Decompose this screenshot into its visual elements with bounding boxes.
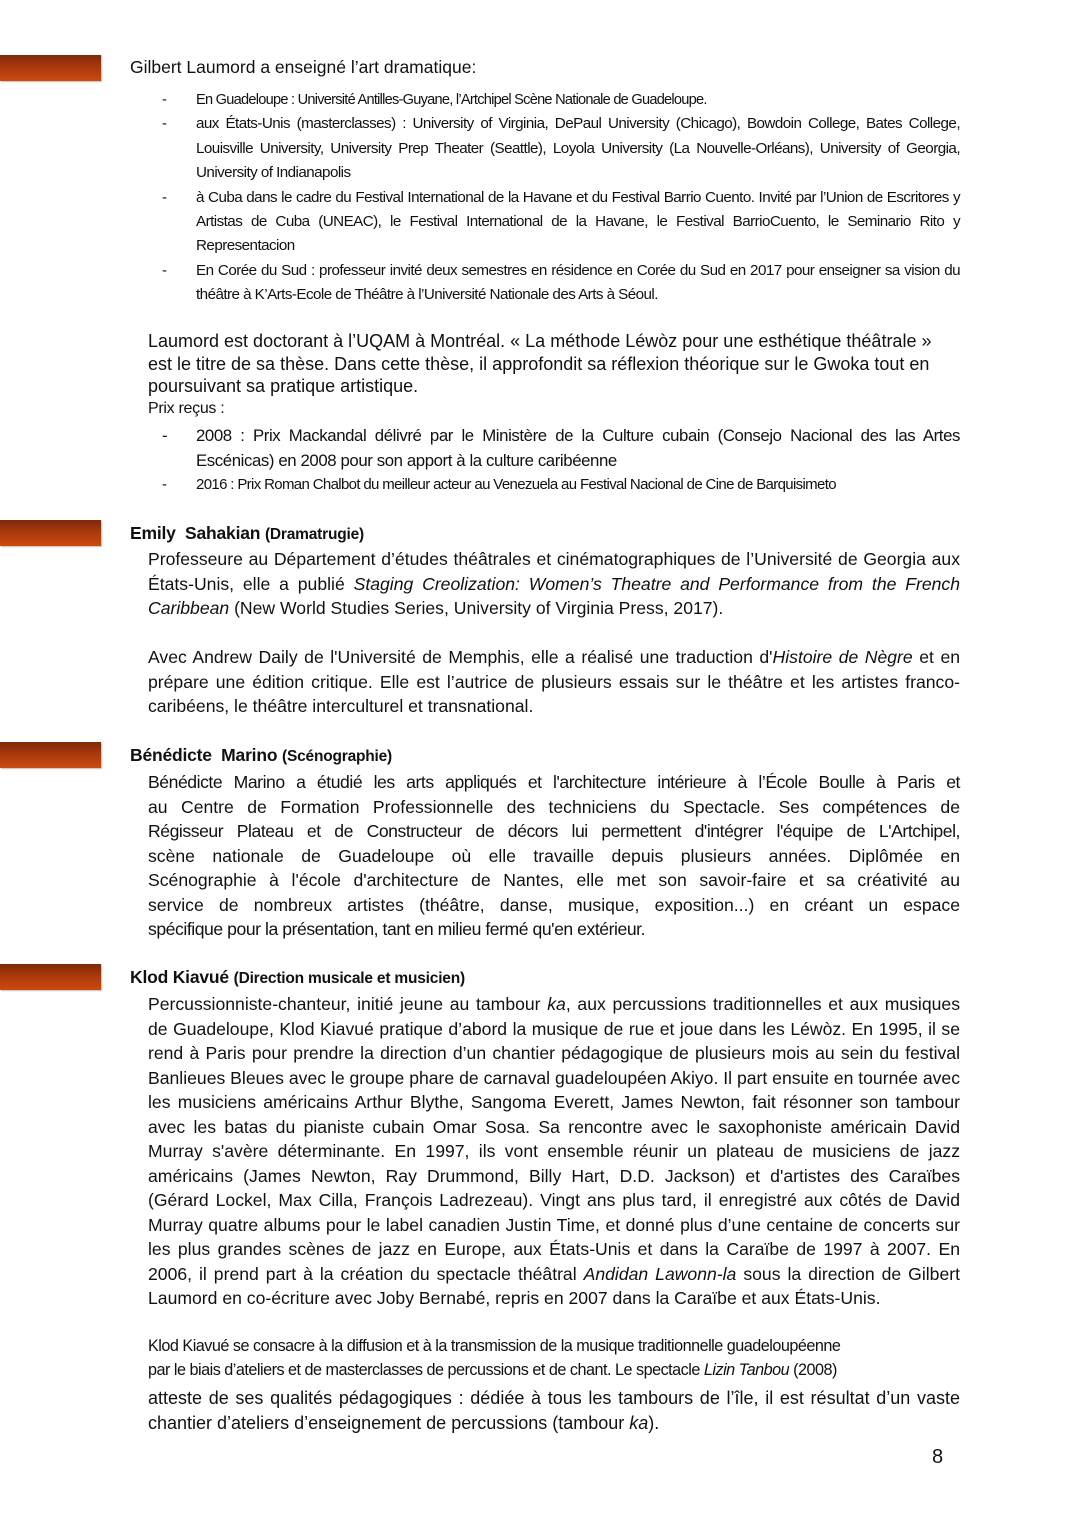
text: sous la direction de Gilbert Laumord en co-écriture avec Joby Bernabé, repris en 2007 dans la Caraïbe et aux États-Unis.	[148, 1263, 960, 1308]
section-marker-bar	[0, 964, 101, 990]
text-line: service de nombreux artistes (théâtre, danse, musique, exposition...) en créant un espace	[148, 894, 960, 915]
text: atteste de ses qualités pédagogiques : dédiée à tous les tambours de l’île, il est résultat d’un vaste chantier d’ateliers d’enseignement de percussions (tambour	[148, 1388, 960, 1433]
teaching-item: - En Corée du Sud : professeur invité deux semestres en résidence en Corée du Sud en 2017 pour enseigner sa vision du théâtre à K’Arts-Ecole de Théâtre à l’Université Nationale des Arts à Séoul.	[160, 259, 960, 308]
person-name: Bénédicte Marino	[130, 745, 278, 765]
term: ka	[629, 1412, 649, 1433]
text: (2008)	[789, 1361, 837, 1379]
text-line: Klod Kiavué se consacre à la diffusion et à la transmission de la musique traditionnelle guadeloupéenne	[148, 1337, 841, 1355]
section-heading-klod	[130, 967, 465, 988]
emily-paragraph-2	[148, 645, 960, 719]
awards-list	[160, 424, 960, 498]
person-role: (Dramatrugie)	[264, 526, 364, 543]
section-heading-emily	[130, 523, 364, 544]
text: (New World Studies Series, University of Virginia Press, 2017).	[229, 598, 724, 619]
teaching-item: - aux États-Unis (masterclasses) : University of Virginia, DePaul University (Chicago), Bowdoin College, Bates College, Louisville University, University Prep Theater (Seattle), Loyola University (La Nouvelle-Orléans), University of Georgia, University of Indianapolis	[160, 112, 960, 185]
show-title: Lizin Tanbou	[703, 1361, 790, 1379]
klod-paragraph-2	[148, 1334, 960, 1382]
person-role: (Scénographie)	[282, 748, 393, 765]
term: ka	[547, 994, 566, 1014]
section-marker-bar	[0, 520, 101, 546]
award-item: - 2008 : Prix Mackandal délivré par le Ministère de la Culture cubain (Consejo Nacional des las Artes Escénicas) en 2008 pour son apport à la culture caribéenne	[160, 424, 960, 473]
klod-paragraph-1	[148, 992, 960, 1311]
book-title: Staging Creolization: Women’s Theatre and Performance from the French Caribbean	[148, 573, 960, 619]
page-number: 8	[932, 1446, 944, 1468]
show-title: Andidan Lawonn-la	[583, 1263, 737, 1284]
text: Avec Andrew Daily de l'Université de Memphis, elle a réalisé une traduction d'	[148, 647, 773, 667]
text-line: spécifique pour la présentation, tant en milieu fermé qu'en extérieur.	[148, 919, 646, 939]
text-line: au Centre de Formation Professionnelle des techniciens du Spectacle. Ses compétences de	[148, 796, 960, 817]
teaching-item: - à Cuba dans le cadre du Festival International de la Havane et du Festival Barrio Cuento. Invité par l’Union de Escritores y Artistas de Cuba (UNEAC), le Festival International de la Havane, le Festival BarrioCuento, le Seminario Rito y Representacion	[160, 186, 960, 259]
person-name: Klod Kiavué	[130, 967, 229, 987]
text-line	[148, 1358, 960, 1382]
gilbert-intro: Gilbert Laumord a enseigné l’art dramatique:	[130, 57, 477, 77]
section-heading-benedicte	[130, 745, 392, 766]
section-marker-bar	[0, 55, 101, 81]
teaching-item: - En Guadeloupe : Université Antilles-Guyane, l’Artchipel Scène Nationale de Guadeloupe.	[160, 88, 960, 112]
klod-paragraph-3	[148, 1386, 960, 1435]
emily-paragraph-1	[148, 547, 960, 621]
text-line: scène nationale de Guadeloupe où elle travaille depuis plusieurs années. Diplômée en	[148, 845, 960, 866]
text: et en prépare une édition critique. Elle est l’autrice de plusieurs essais sur le théâtre et les artistes franco- caribéens, le théâtre interculturel et transnational.	[148, 647, 961, 717]
doctorate-paragraph: Laumord est doctorant à l’UQAM à Montréal. « La méthode Léwòz pour une esthétique théâtrale » est le titre de sa thèse. Dans cette thèse, il approfondit sa réflexion théorique sur le Gwoka tout en poursuivant sa pratique artistique.	[148, 331, 932, 396]
text: Percussionniste-chanteur, initié jeune au tambour	[148, 994, 548, 1014]
text-line: Scénographie à l'école d'architecture de Nantes, elle met son savoir-faire et sa créativité au	[148, 870, 960, 890]
text: , aux percussions traditionnelles et aux musiques de Guadeloupe, Klod Kiavué pratique d’abord la musique de rue et joue dans les Léwòz. En 1995, il se rend à Paris pour prendre la direction d’un chantier pédagogique de plusieurs mois au sein du festival Banlieues Bleues avec le groupe phare de carnaval guadeloupéen Akiyo. Il part ensuite en tournée avec les musiciens américains Arthur Blythe, Sangoma Everett, James Newton, fait résonner son tambour avec les batas du pianiste cubain Omar Sosa. Sa rencontre avec le saxophoniste américain David Murray s'avère déterminante. En 1997, ils vont ensemble réunir un plateau de musiciens de jazz américains (James Newton, Ray Drummond, Billy Hart, D.D. Jackson) et d'artistes des Caraïbes (Gérard Lockel, Max Cilla, François Ladrezeau). Vingt ans plus tard, il enregistré aux côtés de David Murray quatre albums pour le label canadien Justin Time, et donné plus d’une centaine de concerts sur les plus grandes scènes de jazz en Europe, aux États-Unis et dans la Caraïbe de 1997 à 2007. En 2006, il prend part à la création du spectacle théâtral	[148, 994, 960, 1284]
work-title: Histoire de Nègre	[772, 647, 913, 667]
person-name: Emily Sahakian	[130, 523, 261, 543]
text: par le biais d’ateliers et de masterclasses de percussions et de chant. Le spectacle	[148, 1361, 704, 1379]
teaching-list	[160, 88, 960, 308]
text-line: Régisseur Plateau et de Constructeur de décors lui permettent d'intégrer l'équipe de L'Artchipel,	[148, 821, 960, 841]
text: Professeure au Département d’études théâtrales et cinématographiques de l’Université de Georgia aux États-Unis, elle a publié	[148, 549, 960, 594]
award-item: - 2016 : Prix Roman Chalbot du meilleur acteur au Venezuela au Festival Nacional de Cine de Barquisimeto	[160, 473, 960, 498]
awards-label: Prix reçus :	[148, 400, 225, 417]
text: ).	[648, 1412, 660, 1433]
benedicte-paragraph	[148, 770, 960, 942]
text-line: Bénédicte Marino a étudié les arts appliqués et l'architecture intérieure à l’École Boulle à Paris et	[148, 772, 960, 792]
section-marker-bar	[0, 742, 101, 768]
person-role: (Direction musicale et musicien)	[233, 970, 465, 987]
